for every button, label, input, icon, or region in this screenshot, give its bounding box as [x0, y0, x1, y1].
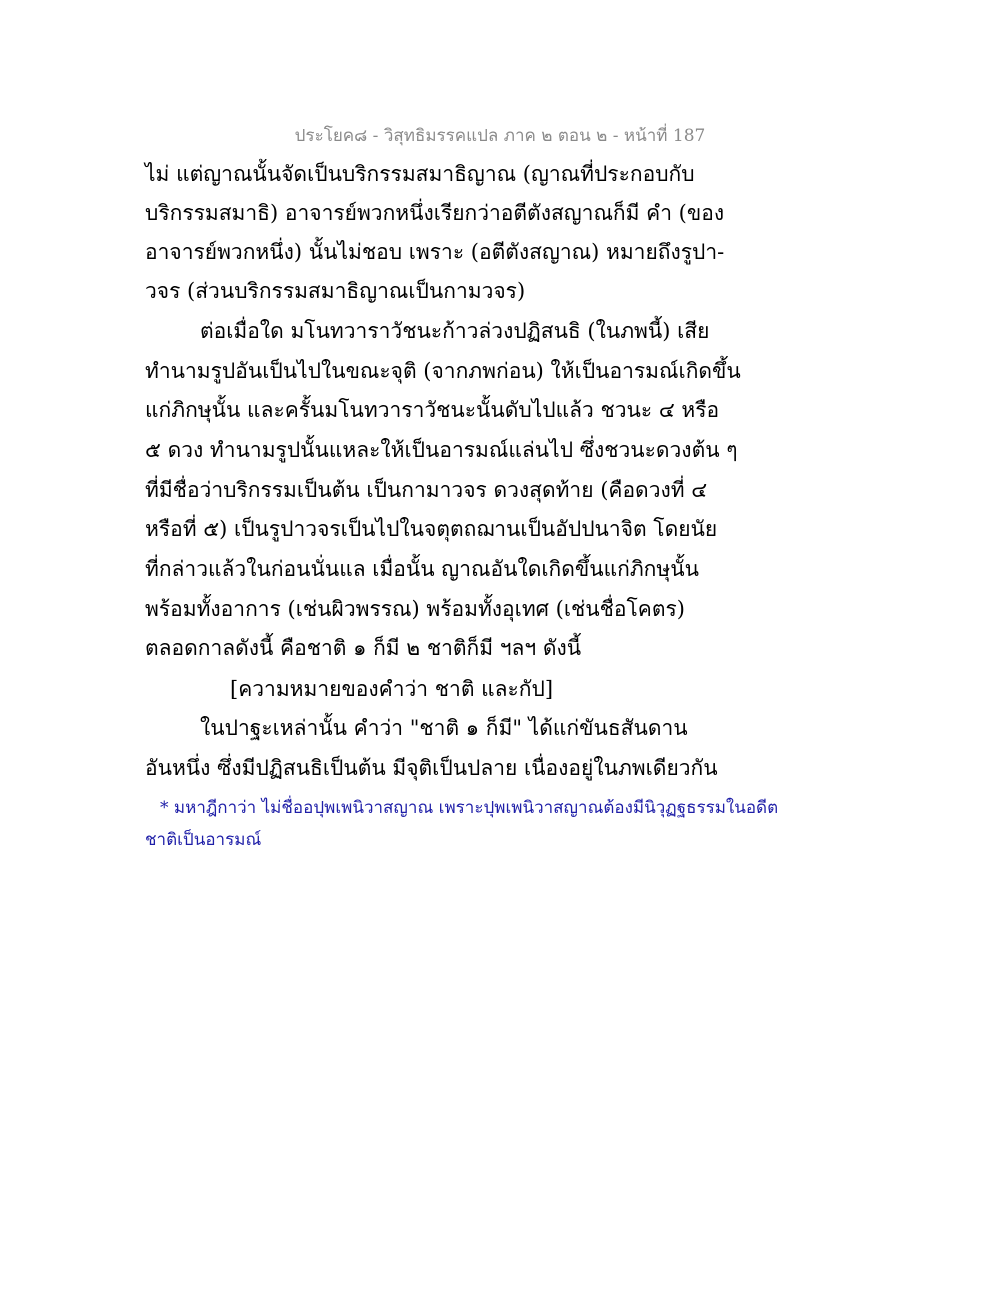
body-line-6: ทำนามรูปอันเป็นไปในขณะจุติ (จากภพก่อน) ให้เป็นอารมณ์เกิดขึ้น [145, 359, 741, 383]
body-line-4: วจร (ส่วนบริกรรมสมาธิญาณเป็นกามวจร) [145, 279, 526, 303]
body-line-1: ไม่ แต่ญาณนั้นจัดเป็นบริกรรมสมาธิญาณ (ญาณที่ประกอบกับ [145, 162, 695, 186]
body-line-5: ต่อเมื่อใด มโนทวาราวัชนะก้าวล่วงปฏิสนธิ (ในภพนี้) เสีย [200, 319, 710, 343]
body-line-8: ๕ ดวง ทำนามรูปนั้นแหละให้เป็นอารมณ์แล่นไป ซึ่งชวนะดวงต้น ๆ [145, 438, 738, 462]
section-subheading: [ความหมายของคำว่า ชาติ และกัป] [230, 677, 554, 701]
footnote-line-1: * มหาฎีกาว่า ไม่ชื่ออปุพเพนิวาสญาณ เพราะปุพเพนิวาสญาณต้องมีนิวุฏฐธรรมในอดีต [160, 798, 779, 818]
running-header: ประโยค๘ - วิสุทธิมรรคแปล ภาค ๒ ตอน ๒ - หน้าที่ 187 [294, 126, 706, 146]
body-line-11: ที่กล่าวแล้วในก่อนนั่นแล เมื่อนั้น ญาณอันใดเกิดขึ้นแก่ภิกษุนั้น [145, 557, 699, 581]
body-line-9: ที่มีชื่อว่าบริกรรมเป็นต้น เป็นกามาวจร ดวงสุดท้าย (คือดวงที่ ๔ [145, 478, 708, 502]
body-line-14: ในปาฐะเหล่านั้น คำว่า "ชาติ ๑ ก็มี" ได้แก่ขันธสันดาน [200, 716, 688, 740]
body-line-7: แก่ภิกษุนั้น และครั้นมโนทวาราวัชนะนั้นดับไปแล้ว ชวนะ ๔ หรือ [145, 398, 720, 422]
body-line-3: อาจารย์พวกหนึ่ง) นั้นไม่ชอบ เพราะ (อตีตังสญาณ) หมายถึงรูปา- [145, 240, 725, 264]
body-line-10: หรือที่ ๕) เป็นรูปาวจรเป็นไปในจตุตถฌานเป็นอัปปนาจิต โดยนัย [145, 517, 718, 541]
body-line-12: พร้อมทั้งอาการ (เช่นผิวพรรณ) พร้อมทั้งอุเทศ (เช่นชื่อโคตร) [145, 597, 685, 621]
body-line-2: บริกรรมสมาธิ) อาจารย์พวกหนึ่งเรียกว่าอตีตังสญาณก็มี คำ (ของ [145, 201, 725, 225]
footnote-line-2: ชาติเป็นอารมณ์ [145, 830, 262, 850]
body-line-15: อันหนึ่ง ซึ่งมีปฏิสนธิเป็นต้น มีจุติเป็นปลาย เนื่องอยู่ในภพเดียวกัน [145, 756, 718, 780]
body-line-13: ตลอดกาลดังนี้ คือชาติ ๑ ก็มี ๒ ชาติก็มี ฯลฯ ดังนี้ [145, 636, 582, 660]
